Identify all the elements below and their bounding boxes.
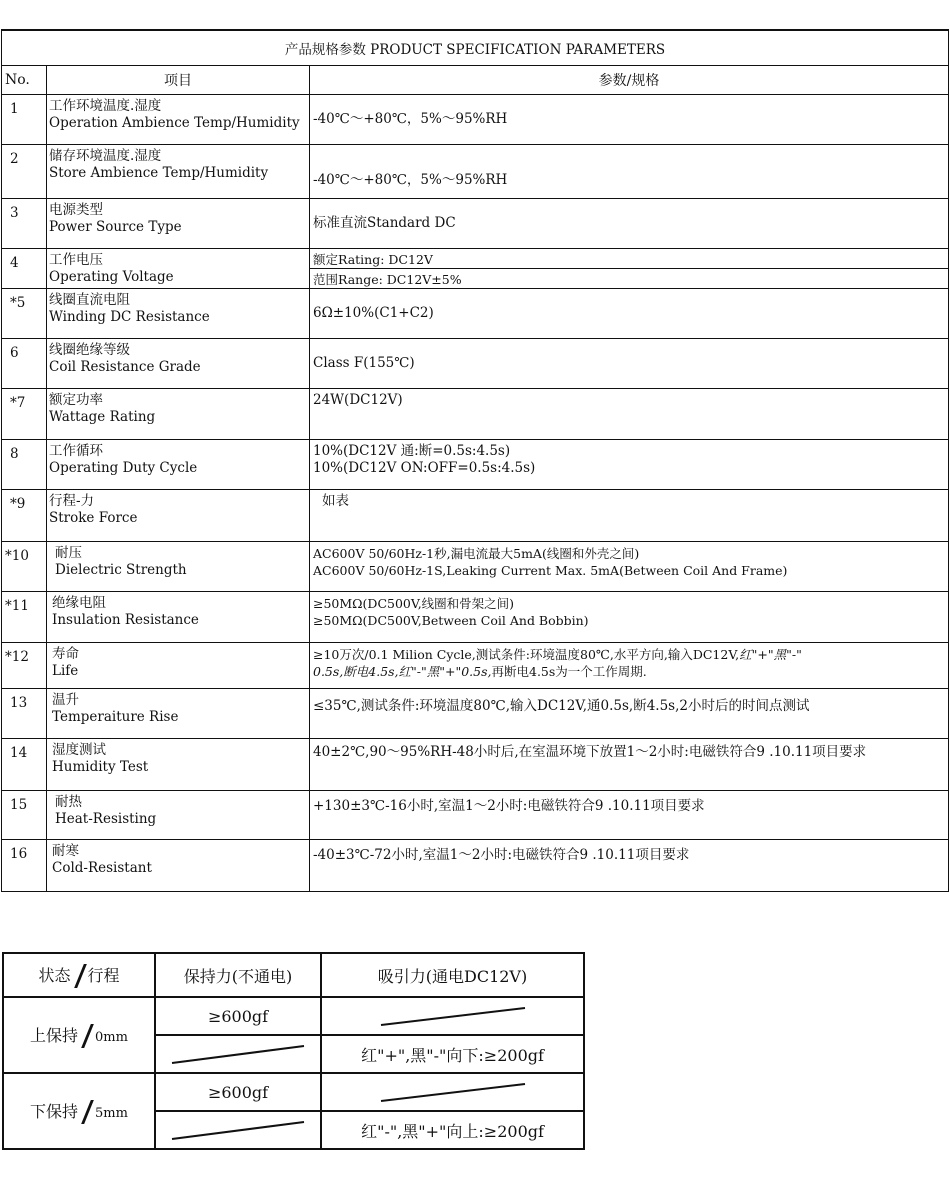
item-en: Cold-Resistant — [52, 860, 152, 876]
item-en: Operation Ambience Temp/Humidity — [49, 115, 300, 131]
item-cell — [47, 145, 310, 199]
item-cell — [47, 249, 310, 289]
item-cell — [47, 739, 310, 791]
item-en: Stroke Force — [49, 510, 138, 526]
item-en: Heat-Resisting — [55, 811, 157, 827]
row-number: 1 — [2, 95, 47, 145]
item-en: Dielectric Strength — [55, 562, 187, 578]
item-en: Temperaiture Rise — [52, 709, 179, 725]
table-row — [2, 389, 949, 440]
table-row — [2, 95, 949, 145]
item-cell — [47, 95, 310, 145]
state-label: 上保持 — [30, 1025, 79, 1045]
item-cn: 工作循环 — [49, 443, 103, 459]
pull-force-value: 红"-",黑"+"向上:≥200gf — [321, 1111, 584, 1149]
value-line: AC600V 50/60Hz-1秒,漏电流最大5mA(线圈和外壳之间) — [313, 546, 640, 561]
slash-divider — [75, 965, 84, 987]
value-rating: 额定Rating: DC12V — [310, 249, 949, 269]
value-line — [313, 646, 945, 663]
item-en: Operating Duty Cycle — [49, 460, 198, 476]
empty-diagonal-cell — [155, 1035, 321, 1073]
value-cell: +130±3℃-16小时,室温1～2小时:电磁铁符合9 .10.11项目要求 — [310, 791, 949, 840]
item-cell — [47, 289, 310, 339]
item-cn: 温升 — [52, 692, 79, 708]
row-number: 15 — [2, 791, 47, 840]
life-test-text: ≥10万次/0.1 Milion Cycle,测试条件:环境温度80℃,水平方向,输入DC12V, — [313, 647, 740, 662]
diagonal-line — [373, 1004, 533, 1028]
item-cn: 寿命 — [52, 646, 79, 662]
value-cell: 如表 — [310, 490, 949, 542]
value-cell: 24W(DC12V) — [310, 389, 949, 440]
item-cn: 储存环境温度.湿度 — [49, 148, 162, 164]
table-row — [2, 643, 949, 689]
table-row — [2, 791, 949, 840]
header-state-stroke — [3, 953, 155, 997]
stroke-force-table — [2, 952, 585, 1150]
item-cn: 工作电压 — [49, 252, 103, 268]
table-row — [2, 249, 949, 269]
value-cell: 标准直流Standard DC — [310, 199, 949, 249]
row-number: *10 — [2, 542, 47, 592]
row-number: 16 — [2, 840, 47, 892]
item-en: Store Ambience Temp/Humidity — [49, 165, 269, 181]
row-number: *12 — [2, 643, 47, 689]
value-range: 范围Range: DC12V±5% — [310, 269, 949, 289]
row-number: *11 — [2, 592, 47, 643]
row-number: 14 — [2, 739, 47, 791]
row-number: 2 — [2, 145, 47, 199]
item-cell — [47, 791, 310, 840]
header-no: No. — [2, 66, 47, 95]
row-number: 3 — [2, 199, 47, 249]
table-row — [2, 490, 949, 542]
row-number: 4 — [2, 249, 47, 289]
slash-divider — [82, 1101, 91, 1123]
item-en: Power Source Type — [49, 219, 182, 235]
item-cell — [47, 339, 310, 389]
table-row — [2, 339, 949, 389]
spec-title: 产品规格参数 PRODUCT SPECIFICATION PARAMETERS — [2, 30, 949, 66]
value-cell: Class F(155℃) — [310, 339, 949, 389]
value-line: 10%(DC12V ON:OFF=0.5s:4.5s) — [313, 460, 536, 476]
stroke-value: 5mm — [95, 1105, 128, 1121]
value-cell: -40±3℃-72小时,室温1～2小时:电磁铁符合9 .10.11项目要求 — [310, 840, 949, 892]
item-cn: 工作环境温度.湿度 — [49, 98, 162, 114]
row-number: *5 — [2, 289, 47, 339]
header-item: 项目 — [47, 66, 310, 95]
item-en: Insulation Resistance — [52, 612, 199, 628]
state-lower — [3, 1073, 155, 1149]
diagonal-line — [168, 1118, 308, 1142]
pull-force-value: 红"+",黑"-"向下:≥200gf — [321, 1035, 584, 1073]
holding-force-value: ≥600gf — [155, 1073, 321, 1111]
table-row — [2, 840, 949, 892]
slash-divider — [82, 1025, 91, 1047]
row-number: *9 — [2, 490, 47, 542]
item-cell — [47, 199, 310, 249]
value-line: ≥50MΩ(DC500V,Between Coil And Bobbin) — [313, 613, 589, 628]
table-row — [2, 739, 949, 791]
item-cn: 绝缘电阻 — [52, 595, 106, 611]
stroke-row — [3, 1073, 584, 1111]
life-test-cycle: 0.5s,断电4.5s,红"-"黑"+"0.5s, — [313, 664, 492, 679]
empty-diagonal-cell — [155, 1111, 321, 1149]
item-cn: 行程-力 — [49, 493, 95, 509]
item-cell — [47, 440, 310, 490]
life-test-polarity: 红"+"黑"-" — [739, 647, 802, 662]
table-row — [2, 145, 949, 199]
spec-title-row — [2, 30, 949, 66]
spec-header-row — [2, 66, 949, 95]
row-number: 13 — [2, 689, 47, 739]
item-cn: 湿度测试 — [52, 742, 106, 758]
stroke-header-row — [3, 953, 584, 997]
item-cell — [47, 840, 310, 892]
header-state: 状态 — [38, 965, 71, 985]
table-row — [2, 199, 949, 249]
state-upper — [3, 997, 155, 1073]
row-number: 6 — [2, 339, 47, 389]
spec-table — [1, 29, 949, 892]
value-cell: -40℃～+80℃，5%～95%RH — [310, 95, 949, 145]
item-en: Humidity Test — [52, 759, 149, 775]
value-line — [313, 663, 945, 680]
item-cn: 电源类型 — [49, 202, 103, 218]
value-cell: -40℃～+80℃，5%～95%RH — [310, 145, 949, 199]
empty-diagonal-cell — [321, 1073, 584, 1111]
value-cell — [310, 643, 949, 689]
row-number: 8 — [2, 440, 47, 490]
value-cell — [310, 440, 949, 490]
item-cell — [47, 592, 310, 643]
item-en: Life — [52, 663, 79, 679]
value-cell: 40±2℃,90～95%RH-48小时后,在室温环境下放置1～2小时:电磁铁符合9 .10.11项目要求 — [310, 739, 949, 791]
table-row — [2, 289, 949, 339]
item-cn: 额定功率 — [49, 392, 103, 408]
value-cell — [310, 542, 949, 592]
row-number: *7 — [2, 389, 47, 440]
holding-force-value: ≥600gf — [155, 997, 321, 1035]
diagonal-line — [373, 1080, 533, 1104]
item-cell — [47, 490, 310, 542]
item-cn: 线圈绝缘等级 — [49, 342, 130, 358]
diagonal-line — [168, 1042, 308, 1066]
table-row — [2, 440, 949, 490]
item-en: Wattage Rating — [49, 409, 156, 425]
stroke-row — [3, 997, 584, 1035]
table-row — [2, 592, 949, 643]
value-line: ≥50MΩ(DC500V,线圈和骨架之间) — [313, 596, 515, 611]
table-row — [2, 689, 949, 739]
item-cn: 线圈直流电阻 — [49, 292, 130, 308]
header-holding-force: 保持力(不通电) — [155, 953, 321, 997]
item-cell — [47, 389, 310, 440]
value-cell — [310, 592, 949, 643]
stroke-value: 0mm — [95, 1029, 128, 1045]
item-en: Winding DC Resistance — [49, 309, 210, 325]
item-cell — [47, 689, 310, 739]
table-row — [2, 542, 949, 592]
item-cn: 耐寒 — [52, 843, 79, 859]
life-test-period: 再断电4.5s为一个工作周期. — [491, 664, 647, 679]
item-en: Operating Voltage — [49, 269, 174, 285]
value-cell: ≤35℃,测试条件:环境温度80℃,输入DC12V,通0.5s,断4.5s,2小时后的时间点测试 — [310, 689, 949, 739]
item-cn: 耐热 — [55, 794, 82, 810]
item-cn: 耐压 — [55, 545, 82, 561]
item-cell — [47, 542, 310, 592]
value-cell: 6Ω±10%(C1+C2) — [310, 289, 949, 339]
value-line: AC600V 50/60Hz-1S,Leaking Current Max. 5mA(Between Coil And Frame) — [313, 563, 788, 578]
state-label: 下保持 — [30, 1101, 79, 1121]
header-stroke: 行程 — [87, 965, 120, 985]
empty-diagonal-cell — [321, 997, 584, 1035]
header-pull-force: 吸引力(通电DC12V) — [321, 953, 584, 997]
value-line: 10%(DC12V 通:断=0.5s:4.5s) — [313, 443, 511, 459]
item-cell — [47, 643, 310, 689]
header-spec: 参数/规格 — [310, 66, 949, 95]
item-en: Coil Resistance Grade — [49, 359, 201, 375]
